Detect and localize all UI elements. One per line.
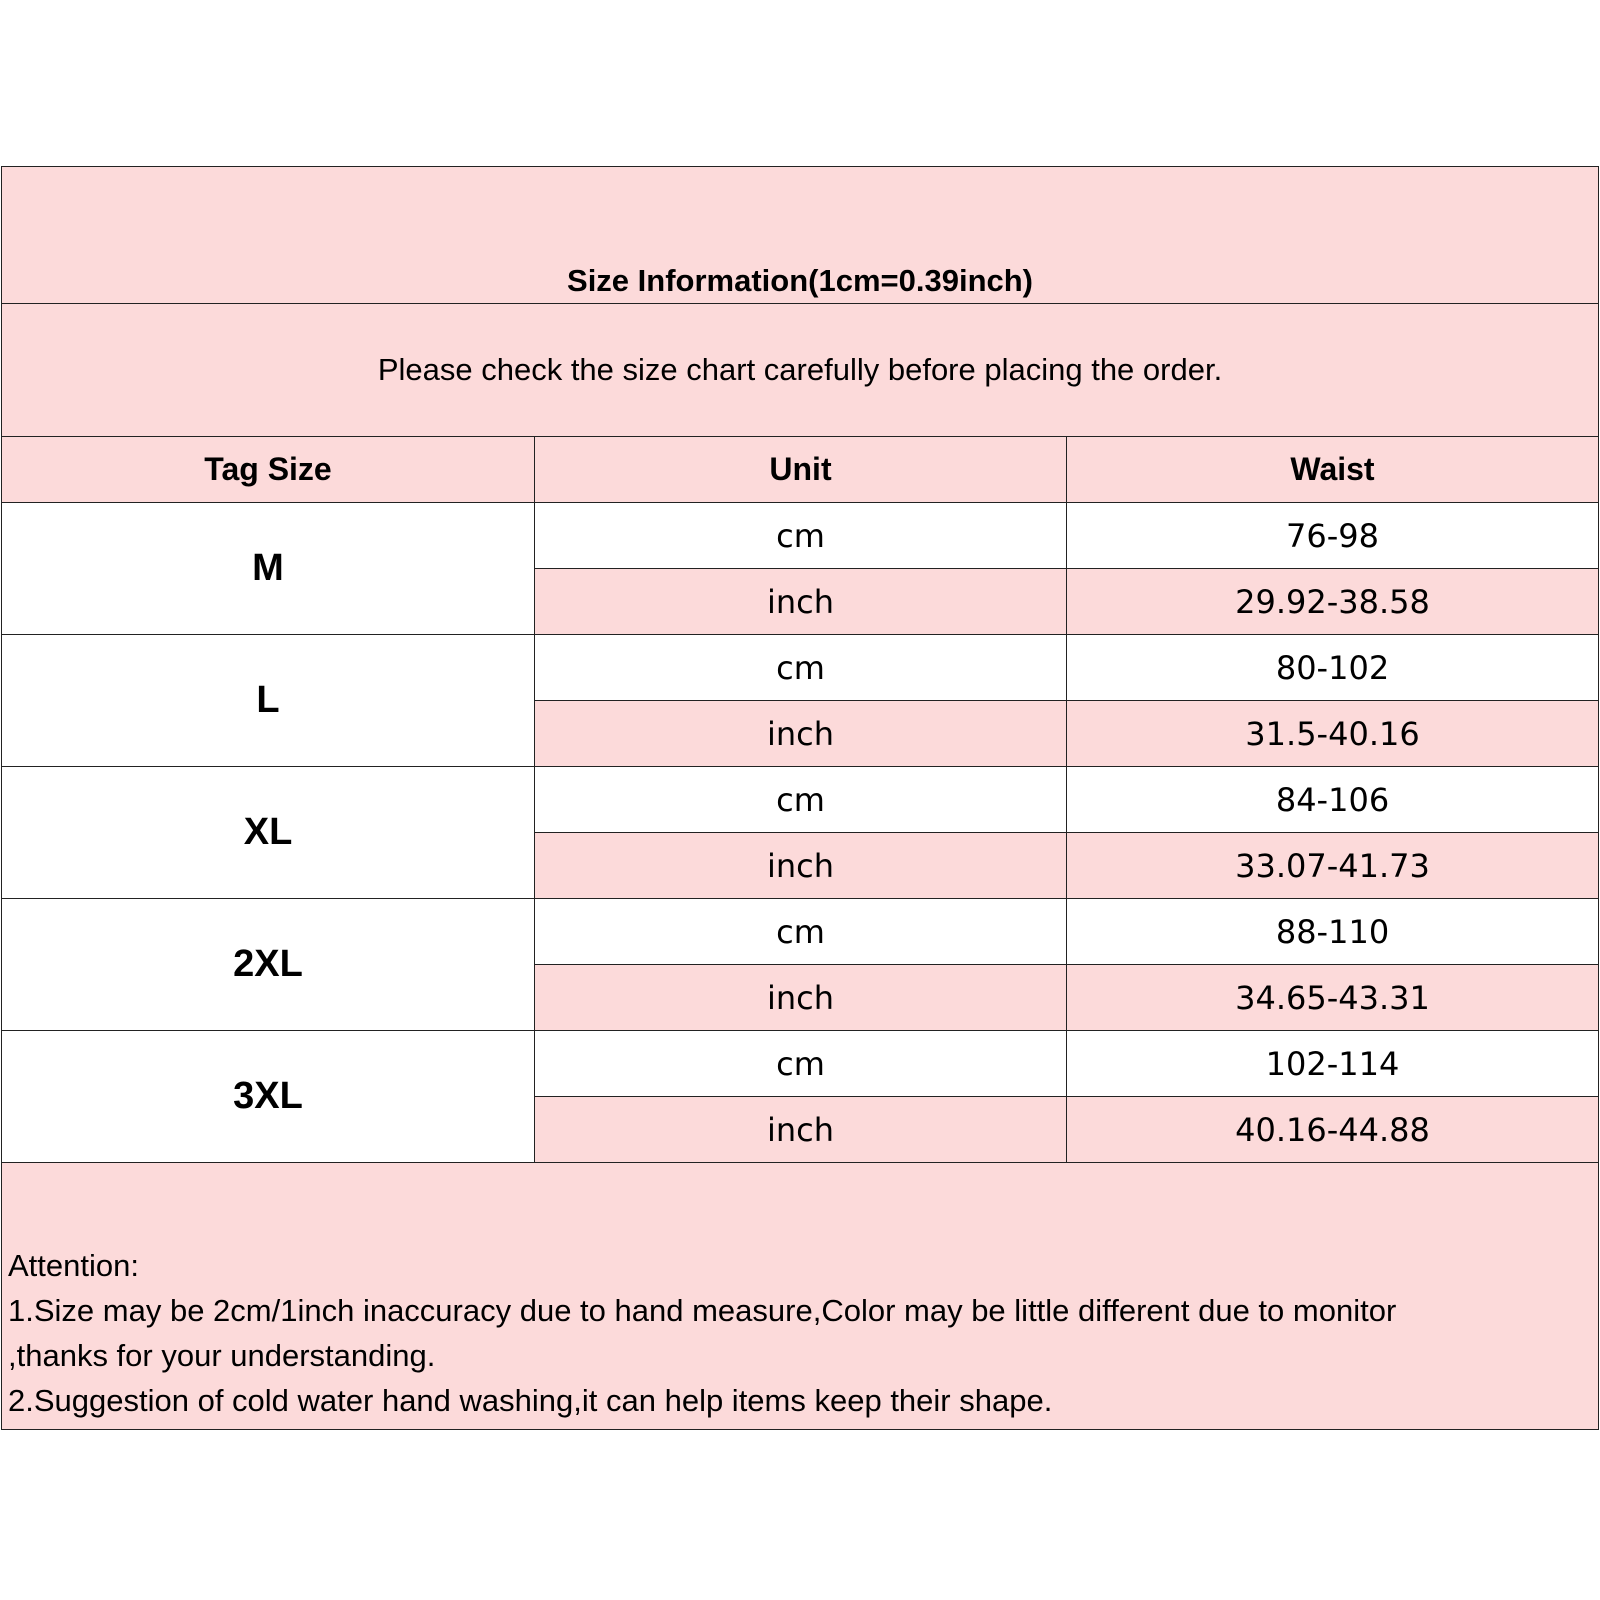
unit-cell: cm xyxy=(535,767,1067,833)
unit-cell: cm xyxy=(535,1031,1067,1097)
unit-cell: cm xyxy=(535,899,1067,965)
unit-cell: cm xyxy=(535,503,1067,569)
unit-cell: inch xyxy=(535,569,1067,635)
attention-heading: Attention: xyxy=(8,1248,139,1283)
waist-value: 34.65-43.31 xyxy=(1067,965,1599,1031)
attention-notes xyxy=(2,1163,1599,1430)
size-label: 3XL xyxy=(2,1031,535,1163)
unit-cell: inch xyxy=(535,965,1067,1031)
waist-value: 102-114 xyxy=(1067,1031,1599,1097)
size-label: M xyxy=(2,503,535,635)
waist-value: 40.16-44.88 xyxy=(1067,1097,1599,1163)
waist-value: 29.92-38.58 xyxy=(1067,569,1599,635)
unit-cell: cm xyxy=(535,635,1067,701)
waist-value: 31.5-40.16 xyxy=(1067,701,1599,767)
size-table xyxy=(1,166,1599,1430)
size-chart xyxy=(1,166,1598,1430)
attention-line: ,thanks for your understanding. xyxy=(8,1338,436,1373)
attention-line: 2.Suggestion of cold water hand washing,it can help items keep their shape. xyxy=(8,1383,1053,1418)
waist-value: 33.07-41.73 xyxy=(1067,833,1599,899)
attention-row xyxy=(2,1163,1599,1430)
header-tag-size: Tag Size xyxy=(2,437,535,503)
size-label: XL xyxy=(2,767,535,899)
order-notice: Please check the size chart carefully before placing the order. xyxy=(2,304,1599,437)
header-waist: Waist xyxy=(1067,437,1599,503)
size-info-title: Size Information(1cm=0.39inch) xyxy=(2,167,1599,304)
table-row xyxy=(2,767,1599,833)
unit-cell: inch xyxy=(535,833,1067,899)
notice-row xyxy=(2,304,1599,437)
size-label: L xyxy=(2,635,535,767)
waist-value: 84-106 xyxy=(1067,767,1599,833)
attention-line: 1.Size may be 2cm/1inch inaccuracy due to hand measure,Color may be little different due to monitor xyxy=(8,1293,1397,1328)
size-label: 2XL xyxy=(2,899,535,1031)
waist-value: 76-98 xyxy=(1067,503,1599,569)
table-row xyxy=(2,503,1599,569)
waist-value: 88-110 xyxy=(1067,899,1599,965)
header-unit: Unit xyxy=(535,437,1067,503)
table-row xyxy=(2,635,1599,701)
unit-cell: inch xyxy=(535,701,1067,767)
waist-value: 80-102 xyxy=(1067,635,1599,701)
table-row xyxy=(2,1031,1599,1097)
title-row xyxy=(2,167,1599,304)
table-row xyxy=(2,899,1599,965)
header-row xyxy=(2,437,1599,503)
unit-cell: inch xyxy=(535,1097,1067,1163)
